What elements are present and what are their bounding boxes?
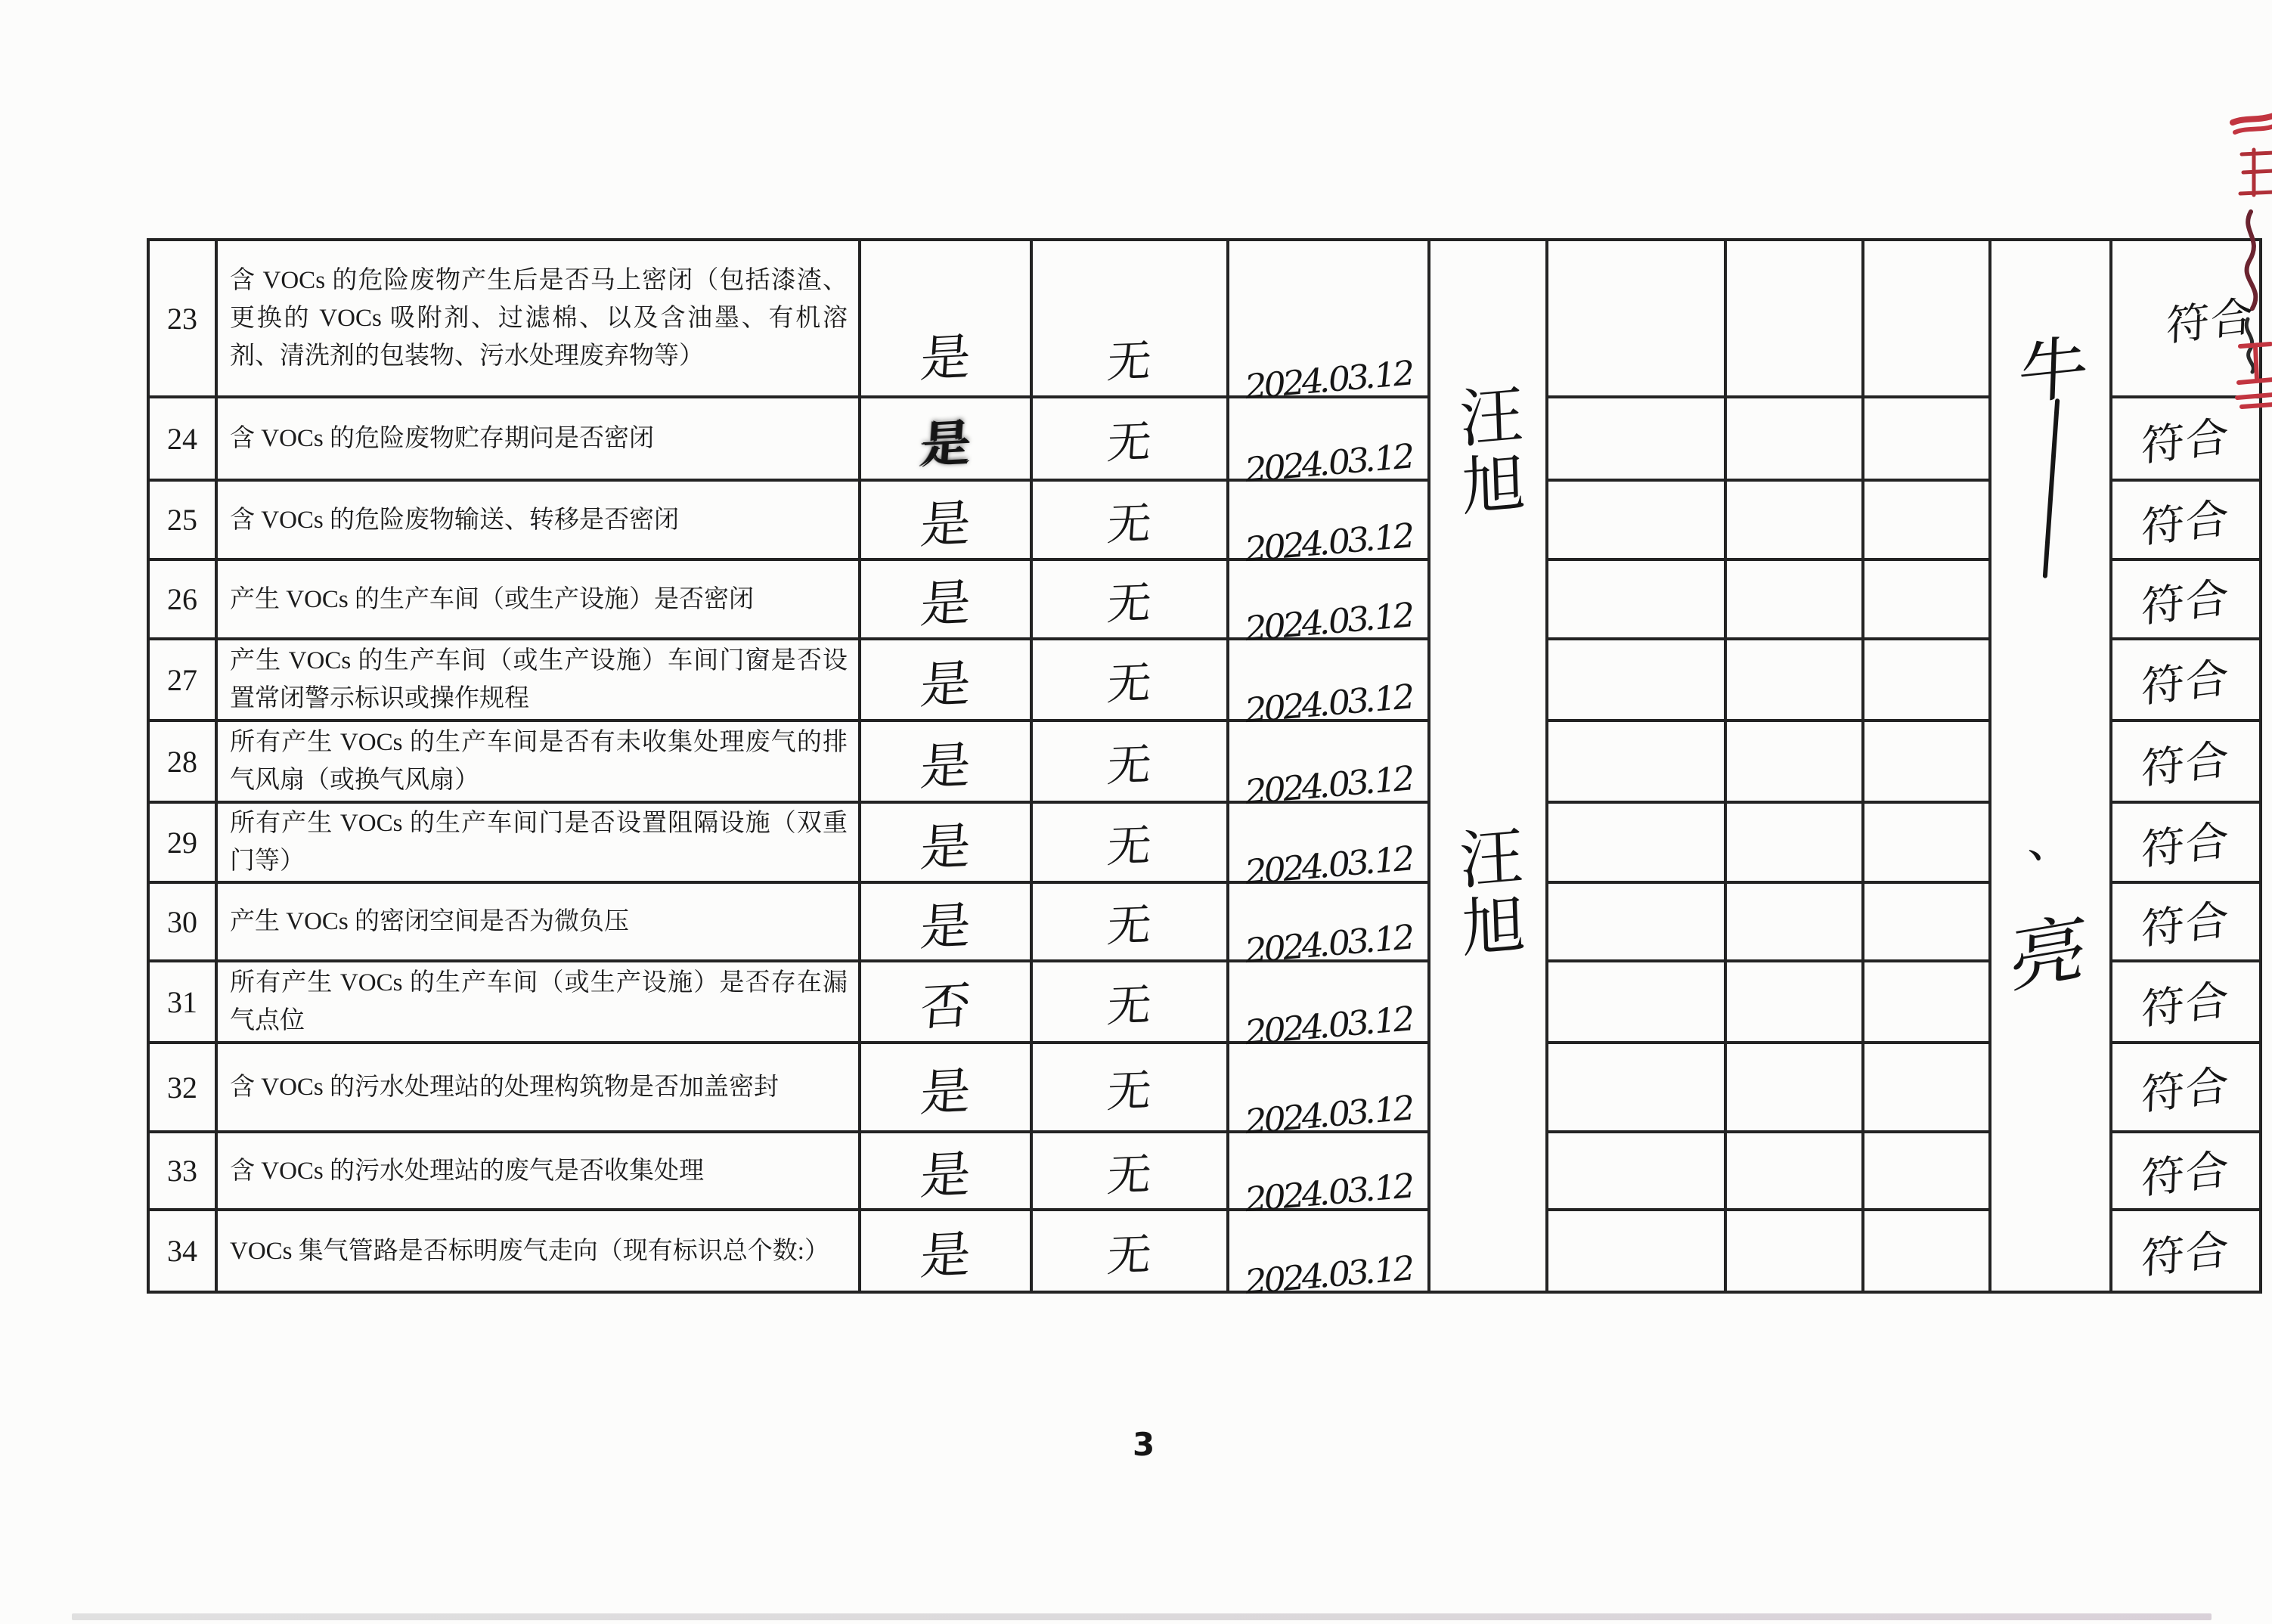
question-text: 产生 VOCs 的密闭空间是否为微负压 <box>230 908 630 935</box>
handwritten-result: 符合 <box>2140 1061 2231 1120</box>
empty-cell <box>1548 722 1727 804</box>
date-cell <box>1229 962 1430 1053</box>
question-cell <box>218 884 861 962</box>
empty-cell <box>1548 482 1727 561</box>
handwritten-answer: 是 <box>918 653 972 715</box>
question-cell <box>218 640 861 722</box>
empty-cell <box>1548 241 1727 398</box>
handwritten-answer: 是 <box>918 1061 972 1123</box>
empty-cell <box>1548 1211 1727 1294</box>
handwritten-date: 2024.03.12 <box>1242 1247 1415 1303</box>
handwritten-answer: 是 <box>918 895 972 957</box>
question-cell <box>218 1133 861 1211</box>
row-number-cell <box>150 804 218 884</box>
answer-cell <box>861 640 1033 722</box>
result-cell <box>2112 1211 2262 1294</box>
handwritten-date: 2024.03.12 <box>1242 515 1415 570</box>
handwritten-issue: 无 <box>1105 335 1154 388</box>
row-number-cell <box>150 962 218 1044</box>
question-text: 含 VOCs 的危险废物输送、转移是否密闭 <box>230 506 680 534</box>
row-number: 34 <box>167 1234 197 1268</box>
handwritten-result: 符合 <box>2140 493 2231 553</box>
answer-cell <box>861 722 1033 804</box>
empty-cell <box>1548 640 1727 722</box>
handwritten-answer: 是 <box>918 412 972 474</box>
answer-cell <box>861 1044 1033 1133</box>
answer-cell <box>861 884 1033 962</box>
empty-cell <box>1864 241 1991 398</box>
issue-cell <box>1033 482 1229 561</box>
date-cell <box>1229 1133 1430 1220</box>
empty-cell <box>1727 884 1864 962</box>
handwritten-date: 2024.03.12 <box>1242 435 1415 491</box>
reviewer-signature-glyph: 、 <box>2026 809 2076 870</box>
handwritten-issue: 无 <box>1105 576 1154 630</box>
date-cell <box>1229 1211 1430 1303</box>
row-number: 31 <box>167 984 197 1019</box>
empty-cell <box>1727 398 1864 482</box>
handwritten-result: 符合 <box>2140 572 2231 633</box>
question-cell <box>218 962 861 1044</box>
row-number-cell <box>150 482 218 561</box>
handwritten-issue: 无 <box>1105 416 1154 469</box>
reviewer-signature-stroke <box>2043 398 2060 578</box>
row-number-cell <box>150 398 218 482</box>
result-cell <box>2112 640 2262 722</box>
issue-cell <box>1033 884 1229 962</box>
handwritten-issue: 无 <box>1105 1228 1154 1282</box>
handwritten-answer: 是 <box>918 1225 972 1286</box>
empty-cell <box>1864 1133 1991 1211</box>
handwritten-result: 符合 <box>2165 292 2256 352</box>
issue-cell <box>1033 722 1229 804</box>
row-number: 27 <box>167 662 197 697</box>
question-cell <box>218 482 861 561</box>
row-number-cell <box>150 1133 218 1211</box>
empty-cell <box>1727 482 1864 561</box>
empty-cell <box>1864 1044 1991 1133</box>
row-number: 29 <box>167 825 197 860</box>
result-cell <box>2112 1044 2262 1133</box>
empty-cell <box>1548 561 1727 640</box>
row-number: 26 <box>167 582 197 616</box>
result-cell <box>2112 561 2262 640</box>
row-number-cell <box>150 640 218 722</box>
handwritten-answer: 是 <box>918 494 972 555</box>
row-number: 24 <box>167 421 197 456</box>
row-number: 32 <box>167 1070 197 1105</box>
issue-cell <box>1033 398 1229 482</box>
issue-cell <box>1033 241 1229 398</box>
question-cell <box>218 561 861 640</box>
handwritten-date: 2024.03.12 <box>1242 998 1415 1053</box>
handwritten-date: 2024.03.12 <box>1242 838 1415 893</box>
question-cell <box>218 804 861 884</box>
checklist-table <box>147 238 2262 1303</box>
date-cell <box>1229 884 1430 972</box>
empty-cell <box>1864 640 1991 722</box>
row-number: 25 <box>167 503 197 537</box>
handwritten-date: 2024.03.12 <box>1242 1165 1415 1220</box>
question-text: 所有产生 VOCs 的生产车间是否有未收集处理废气的排气风扇（或换气风扇） <box>230 729 848 794</box>
date-cell <box>1229 1044 1430 1142</box>
handwritten-issue: 无 <box>1105 739 1154 792</box>
handwritten-result: 符合 <box>2140 412 2231 472</box>
empty-cell <box>1727 640 1864 722</box>
date-cell <box>1229 640 1430 731</box>
inspector-signature-cell <box>1430 241 1548 1294</box>
result-cell <box>2112 884 2262 962</box>
question-cell <box>218 398 861 482</box>
empty-cell <box>1864 804 1991 884</box>
question-text: 产生 VOCs 的生产车间（或生产设施）是否密闭 <box>230 585 755 613</box>
empty-cell <box>1548 962 1727 1044</box>
empty-cell <box>1548 804 1727 884</box>
answer-cell <box>861 962 1033 1044</box>
issue-cell <box>1033 1211 1229 1294</box>
answer-cell <box>861 1211 1033 1294</box>
handwritten-result: 符合 <box>2140 1224 2231 1285</box>
handwritten-date: 2024.03.12 <box>1242 352 1415 408</box>
result-cell <box>2112 962 2262 1044</box>
empty-cell <box>1864 962 1991 1044</box>
question-text: 含 VOCs 的污水处理站的处理构筑物是否加盖密封 <box>230 1074 780 1101</box>
handwritten-date: 2024.03.12 <box>1242 758 1415 813</box>
issue-cell <box>1033 561 1229 640</box>
date-cell <box>1229 722 1430 813</box>
handwritten-date: 2024.03.12 <box>1242 676 1415 731</box>
question-text: 含 VOCs 的污水处理站的废气是否收集处理 <box>230 1157 705 1185</box>
row-number: 23 <box>167 301 197 336</box>
scan-edge-artifact <box>72 1613 2212 1620</box>
handwritten-result: 符合 <box>2140 653 2231 713</box>
date-cell <box>1229 804 1430 893</box>
handwritten-answer: 是 <box>918 735 972 797</box>
empty-cell <box>1727 804 1864 884</box>
empty-cell <box>1727 561 1864 640</box>
row-number-cell <box>150 1044 218 1133</box>
handwritten-issue: 无 <box>1105 1065 1154 1117</box>
row-number-cell <box>150 722 218 804</box>
issue-cell <box>1033 1044 1229 1133</box>
empty-cell <box>1864 722 1991 804</box>
handwritten-issue: 无 <box>1105 820 1154 872</box>
empty-cell <box>1548 1133 1727 1211</box>
date-cell <box>1229 561 1430 649</box>
handwritten-answer: 是 <box>918 816 972 878</box>
reviewer-signature-cell <box>1991 241 2112 1294</box>
issue-cell <box>1033 640 1229 722</box>
handwritten-date: 2024.03.12 <box>1242 916 1415 972</box>
question-cell <box>218 241 861 398</box>
result-cell <box>2112 804 2262 884</box>
question-text: 含 VOCs 的危险废物产生后是否马上密闭（包括漆渣、更换的 VOCs 吸附剂、过滤棉、以及含油墨、有机溶剂、清洗剂的包装物、污水处理废弃物等） <box>230 267 848 370</box>
question-cell <box>218 1211 861 1294</box>
empty-cell <box>1864 884 1991 962</box>
empty-cell <box>1548 398 1727 482</box>
reviewer-signature-glyph: 牛 <box>2016 327 2091 415</box>
answer-cell <box>861 804 1033 884</box>
empty-cell <box>1727 1133 1864 1211</box>
red-annotation-marks <box>2219 106 2272 529</box>
handwritten-result: 符合 <box>2140 816 2231 876</box>
empty-cell <box>1727 722 1864 804</box>
reviewer-signature-glyph: 亮 <box>2008 903 2089 1004</box>
handwritten-result: 符合 <box>2140 975 2231 1035</box>
handwritten-result: 符合 <box>2140 735 2231 795</box>
handwritten-date: 2024.03.12 <box>1242 1087 1415 1142</box>
empty-cell <box>1864 482 1991 561</box>
answer-cell <box>861 561 1033 640</box>
handwritten-issue: 无 <box>1105 657 1154 710</box>
issue-cell <box>1033 804 1229 884</box>
question-text: 所有产生 VOCs 的生产车间（或生产设施）是否存在漏气点位 <box>230 969 848 1034</box>
handwritten-answer: 是 <box>918 327 972 389</box>
empty-cell <box>1548 1044 1727 1133</box>
handwritten-issue: 无 <box>1105 1148 1154 1201</box>
handwritten-issue: 无 <box>1105 497 1154 550</box>
handwritten-result: 符合 <box>2140 1144 2231 1204</box>
empty-cell <box>1727 1044 1864 1133</box>
answer-cell <box>861 398 1033 482</box>
row-number: 28 <box>167 744 197 779</box>
question-text: 所有产生 VOCs 的生产车间门是否设置阻隔设施（双重门等） <box>230 810 848 875</box>
empty-cell <box>1864 398 1991 482</box>
handwritten-answer: 是 <box>918 1145 972 1206</box>
date-cell <box>1229 482 1430 570</box>
empty-cell <box>1727 962 1864 1044</box>
handwritten-issue: 无 <box>1105 899 1154 952</box>
issue-cell <box>1033 1133 1229 1211</box>
question-cell <box>218 722 861 804</box>
handwritten-issue: 无 <box>1105 979 1154 1032</box>
question-cell <box>218 1044 861 1133</box>
row-number: 33 <box>167 1154 197 1188</box>
issue-cell <box>1033 962 1229 1044</box>
inspector-signature: 汪旭 <box>1448 380 1527 523</box>
result-cell <box>2112 1133 2262 1211</box>
empty-cell <box>1727 241 1864 398</box>
inspector-signature: 汪旭 <box>1448 821 1527 965</box>
row-number-cell <box>150 241 218 398</box>
date-cell <box>1229 398 1430 491</box>
page-number: 3 <box>1133 1426 1155 1463</box>
result-cell <box>2112 722 2262 804</box>
empty-cell <box>1864 561 1991 640</box>
handwritten-date: 2024.03.12 <box>1242 594 1415 649</box>
handwritten-answer: 否 <box>918 975 972 1037</box>
question-text: 产生 VOCs 的生产车间（或生产设施）车间门窗是否设置常闭警示标识或操作规程 <box>230 647 848 712</box>
handwritten-result: 符合 <box>2140 895 2231 955</box>
handwritten-answer: 是 <box>918 573 972 634</box>
row-number-cell <box>150 1211 218 1294</box>
answer-cell <box>861 241 1033 398</box>
question-text: 含 VOCs 的危险废物贮存期问是否密闭 <box>230 425 655 452</box>
empty-cell <box>1727 1211 1864 1294</box>
row-number-cell <box>150 884 218 962</box>
answer-cell <box>861 1133 1033 1211</box>
date-cell <box>1229 241 1430 408</box>
empty-cell <box>1548 884 1727 962</box>
row-number-cell <box>150 561 218 640</box>
row-number: 30 <box>167 904 197 939</box>
answer-cell <box>861 482 1033 561</box>
empty-cell <box>1864 1211 1991 1294</box>
question-text: VOCs 集气管路是否标明废气走向（现有标识总个数:） <box>230 1237 829 1265</box>
